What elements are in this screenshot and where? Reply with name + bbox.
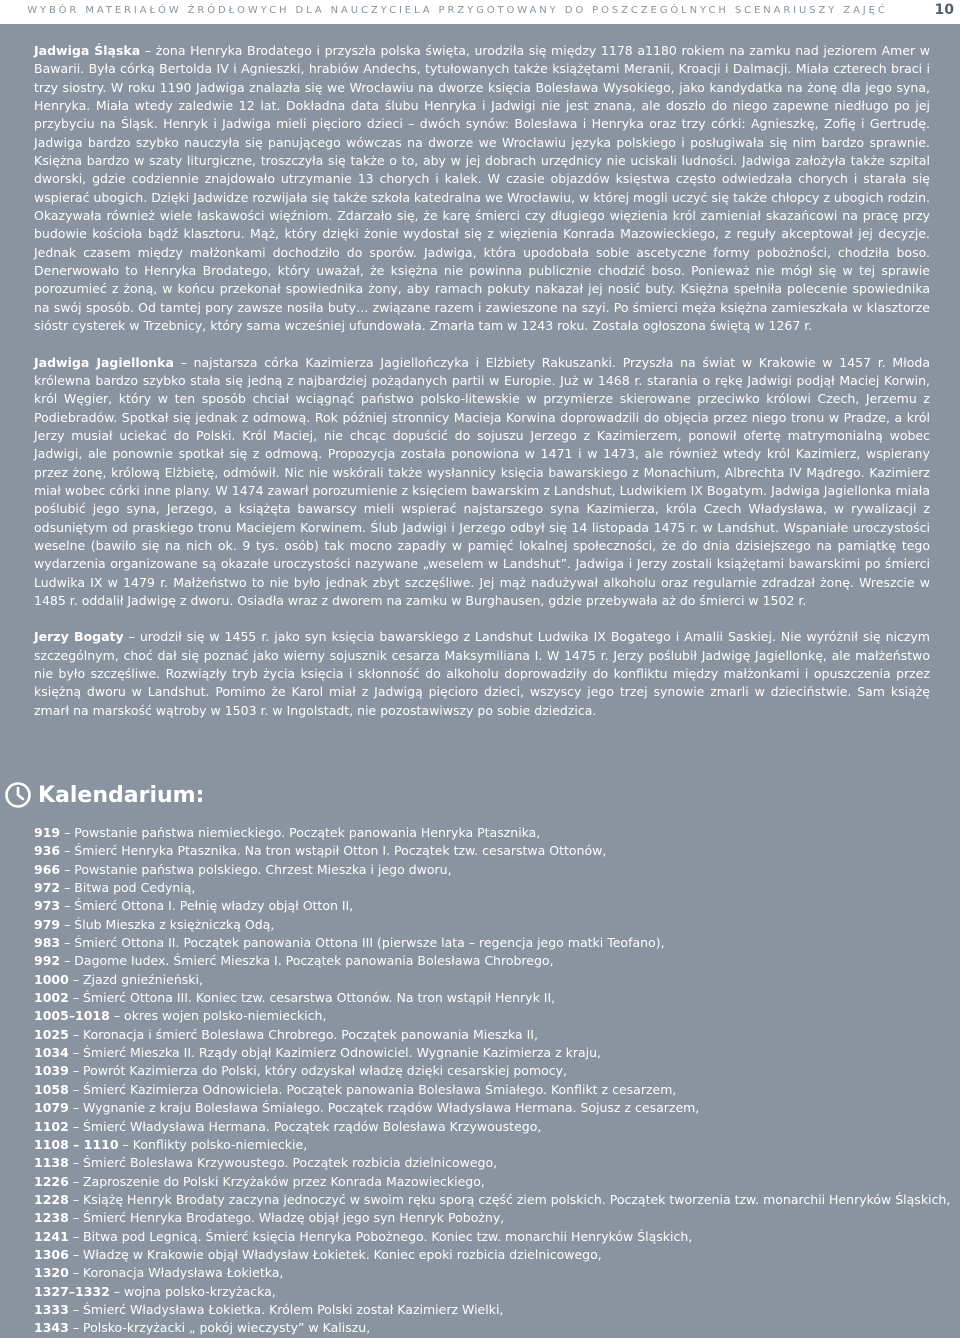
entry-text: – Śmierć Władysława Hermana. Początek rządów Bolesława Krzywoustego,: [68, 1118, 542, 1134]
kalendarium-list: [34, 824, 951, 1338]
entry-year: 973: [34, 898, 61, 914]
entry-text: – Śmierć Mieszka II. Rządy objął Kazimierz Odnowiciel. Wygnanie Kazimierza z kraju,: [68, 1045, 602, 1061]
entry-text: – Powstanie państwa polskiego. Chrzest Mieszka i jego dworu,: [60, 861, 452, 877]
kalendarium-entry: [34, 1264, 934, 1282]
entry-year: 1002: [34, 990, 69, 1006]
paragraph-jerzy-bogaty: [34, 628, 930, 720]
entry-text: – Śmierć Władysława Łokietka. Królem Polski został Kazimierz Wielki,: [68, 1301, 504, 1317]
entry-year: 1241: [34, 1228, 69, 1244]
kalendarium-entry: [34, 1228, 934, 1246]
kalendarium-entry: [34, 1026, 934, 1044]
entry-text: – okres wojen polsko-niemieckich,: [109, 1008, 327, 1024]
kalendarium-entry: [34, 1099, 934, 1117]
entry-year: 979: [34, 916, 61, 932]
entry-text: – Bitwa pod Cedynią,: [60, 880, 196, 896]
entry-text: – Książę Henryk Brodaty zaczyna jednoczyć w swoim ręku sporą część ziem polskich. Początek tworzenia tzw. monarchii Henryków Śląskich,: [68, 1191, 951, 1207]
entry-text: – Bitwa pod Legnicą. Śmierć księcia Henryka Pobożnego. Koniec tzw. monarchii Henryków Śląskich,: [68, 1228, 693, 1244]
kalendarium-entry: [34, 1154, 934, 1172]
entry-text: – wojna polsko-krzyżacka,: [109, 1283, 276, 1299]
entry-year: 1058: [34, 1081, 69, 1097]
entry-year: 1005–1018: [34, 1008, 110, 1024]
kalendarium-entry: [34, 1081, 934, 1099]
kalendarium-entry: [34, 1191, 951, 1209]
kalendarium-title: Kalendarium:: [38, 782, 205, 808]
paragraph-jadwiga-slaska: [34, 42, 930, 336]
entry-text: – Śmierć Henryka Brodatego. Władzę objął jego syn Henryk Pobożny,: [68, 1210, 505, 1226]
entry-text: – Konflikty polsko-niemieckie,: [118, 1136, 308, 1152]
page-number: 10: [934, 2, 954, 18]
entry-year: 972: [34, 880, 61, 896]
entry-year: 1000: [34, 971, 69, 987]
entry-text: – Śmierć Bolesława Krzywoustego. Początek rozbicia dzielnicowego,: [68, 1155, 498, 1171]
kalendarium-entry: [34, 1062, 934, 1080]
entry-year: 1327–1332: [34, 1283, 110, 1299]
kalendarium-entry: [34, 989, 934, 1007]
person-name: Jadwiga Śląska: [34, 43, 141, 58]
entry-text: – Zjazd gnieźnieński,: [68, 971, 203, 987]
main-content: [34, 42, 930, 738]
entry-year: 1226: [34, 1173, 69, 1189]
kalendarium-entry: [34, 1246, 934, 1264]
entry-text: – Koronacja i śmierć Bolesława Chrobrego. Początek panowania Mieszka II,: [68, 1026, 538, 1042]
entry-text: – Wygnanie z kraju Bolesława Śmiałego. Początek rządów Władysława Hermana. Sojusz z cesarzem,: [68, 1100, 700, 1116]
kalendarium-entry: [34, 1044, 934, 1062]
entry-text: – Dagome Iudex. Śmierć Mieszka I. Początek panowania Bolesława Chrobrego,: [60, 953, 554, 969]
kalendarium-entry: [34, 1118, 934, 1136]
kalendarium-entry: [34, 879, 934, 897]
header-title: WYBÓR MATERIAŁÓW ŹRÓDŁOWYCH DLA NAUCZYCIELA PRZYGOTOWANY DO POSZCZEGÓLNYCH SCENARIUSZY ZAJĘĆ: [27, 5, 888, 16]
paragraph-text: – najstarsza córka Kazimierza Jagiellończyka i Elżbiety Rakuszanki. Przyszła na świat w Krakowie w 1457 r. Młoda królewna bardzo szybko stała się jedną z najbardziej pożądanych partii w Europie. Już w 1468 r. starania o rękę Jadwigi podjął Maciej Korwin, król Węgier, który w ten sposób chciał wciągnąć państwo polsko-litewskie w przymierze skierowane przeciwko królowi Czech, Jerzemu z Podiebradów. Spotkał się jednak z odmową. Rok później stronnicy Macieja Korwina doprowadzili do objęcia przez niego tronu w Pradze, a król Jerzy musiał uciekać do Polski. Król Maciej, nie chcąc dopuścić do sojuszu Jerzego z Kazimierzem, ponowił ofertę matrymonialną wobec Jadwigi, ale ponownie spotkał się z odmową. Propozycja została ponowiona w 1471 i w 1473, ale również wtedy król Kazimierz, wspierany przez żonę, królową Elżbietę, odmówił. Nic nie wskórali także wysłannicy księcia bawarskiego z Monachium, Albrechta IV Mądrego. Kazimierz miał wobec córki inne plany. W 1474 zawarł porozumienie z księciem bawarskim z Landshut, Ludwikiem IX Bogatym. Jadwiga Jagiellonka miała poślubić jego syna, Jerzego, a książęta bawarscy mieli wspierać najstarszego syna Kazimierza, króla Czech Władysława, w rywalizacji z odsuniętym od praskiego tronu Maciejem Korwinem. Ślub Jadwigi i Jerzego odbył się 14 listopada 1475 r. w Landshut. Wspaniałe uroczystości weselne (bawiło się na nich ok. 9 tys. osób) tak mocno zapadły w pamięć lokalnej społeczności, że do dnia dzisiejszego na pamiątkę tego wydarzenia organizowane są okazałe uroczystości nazywane „weselem w Landshut”. Jadwiga i Jerzy zostali książętami bawarskimi po śmierci Ludwika IX w 1479 r. Małżeństwo to nie było jednak zbyt szczęśliwe. Jej mąż nadużywał alkoholu oraz regularnie zdradzał żonę. Wreszcie w 1485 r. oddalił Jadwigę z dworu. Osiadła wraz z dworem na zamku w Burghausen, gdzie przebywała aż do śmierci w 1502 r.: [34, 354, 930, 608]
entry-text: – Zaproszenie do Polski Krzyżaków przez Konrada Mazowieckiego,: [68, 1173, 485, 1189]
kalendarium-entry: [34, 1007, 934, 1025]
person-name: Jadwiga Jagiellonka: [34, 354, 174, 370]
entry-year: 966: [34, 861, 61, 877]
entry-year: 919: [34, 825, 61, 840]
entry-text: – Koronacja Władysława Łokietka,: [68, 1265, 284, 1281]
kalendarium-entry: [34, 1301, 934, 1319]
entry-year: 992: [34, 953, 61, 969]
kalendarium-entry: [34, 897, 934, 915]
entry-text: – Powstanie państwa niemieckiego. Początek panowania Henryka Ptasznika,: [60, 825, 541, 840]
kalendarium-entry: [34, 952, 934, 970]
entry-text: – Śmierć Henryka Ptasznika. Na tron wstąpił Otton I. Początek tzw. cesarstwa Ottonów,: [60, 843, 607, 859]
kalendarium-entry: [34, 1283, 934, 1301]
kalendarium-entry: [34, 971, 934, 989]
entry-year: 1333: [34, 1301, 69, 1317]
paragraph-text: – żona Henryka Brodatego i przyszła polska święta, urodziła się między 1178 a1180 rokiem na zamku nad jeziorem Amer w Bawarii. Była córką Bertolda IV i Agnieszki, hrabiów Andechs, tytułowanych także książętami Meranii, Kroacji i Dalmacji. Miała czterech braci i trzy siostry. W roku 1190 Jadwiga znalazła się we Wrocławiu na dworze księcia Bolesława Wysokiego, jako kandydatka na żonę dla jego syna, Henryka. Miała wtedy zaledwie 12 lat. Dokładna data ślubu Henryka i Jadwigi nie jest znana, ale doszło do niego zapewne niedługo po jej przybyciu na Śląsk. Henryk i Jadwiga mieli pięcioro dzieci – dwóch synów: Bolesława i Henryka oraz trzy córki: Agnieszkę, Zofię i Gertrudę. Jadwiga bardzo szybko nauczyła się panującego wówczas na dworze we Wrocławiu języka polskiego i posługiwała się nim bardzo sprawnie. Księżna bardzo w szaty liturgiczne, troszczyła się także o to, aby w jej dobrach urzędnicy nie uciskali ludności. Jadwiga założyła także szpital dworski, gdzie codziennie znajdowało utrzymanie 13 chorych i kalek. W czasie objazdów księstwa często odwiedzała chorych i starała się wspierać ubogich. Dzięki Jadwidze rozwijała się także szkoła katedralna we Wrocławiu, w której mogli uczyć się także chłopcy z ubogich rodzin. Okazywała również wiele łaskawości więźniom. Zdarzało się, że karę śmierci czy długiego więzienia król zamieniał skazańcowi na pracę przy budowie kościoła bądź klasztoru. Mąż, który dzięki żonie wydostał się z więzienia Konrada Mazowieckiego, z reguły akceptował jej decyzje. Jednak czasem między małżonkami dochodziło do sporów. Jadwiga, która upodobała sobie ascetyczne formy pobożności, chodziła boso. Denerwowało to Henryka Brodatego, który uważał, że księżna nie powinna publicznie chodzić boso. Ponieważ nie mógł się w tej sprawie porozumieć z żoną, w końcu przekonał spowiednika żony, aby ramach pokuty nakazał jej nosić buty. Księżna spełniła polecenie spowiednika na swój sposób. Od tamtej pory zawsze nosiła buty… związane razem i zawieszone na szyi. Po śmierci męża księżna zamieszkała w klasztorze sióstr cysterek w Trzebnicy, który sama wcześniej ufundowała. Zmarła tam w 1243 roku. Została ogłoszona świętą w 1267 r.: [34, 43, 931, 334]
entry-year: 1306: [34, 1246, 69, 1262]
entry-year: 1025: [34, 1026, 69, 1042]
kalendarium-entry: [34, 861, 934, 879]
page-header: [0, 0, 960, 24]
entry-text: – Polsko-krzyżacki „ pokój wieczysty” w Kaliszu,: [68, 1320, 371, 1336]
entry-text: – Powrót Kazimierza do Polski, który odzyskał władzę dzięki cesarskiej pomocy,: [68, 1063, 568, 1079]
entry-text: – Śmierć Ottona II. Początek panowania Ottona III (pierwsze lata – regencja jego matki Teofano),: [60, 935, 665, 951]
kalendarium-entry: [34, 842, 934, 860]
entry-text: – Władzę w Krakowie objął Władysław Łokietek. Koniec epoki rozbicia dzielnicowego,: [68, 1246, 602, 1262]
entry-year: 1343: [34, 1320, 69, 1336]
kalendarium-entry: [34, 824, 934, 842]
kalendarium-heading: [4, 778, 204, 812]
kalendarium-entry: [34, 1136, 934, 1154]
entry-year: 1238: [34, 1210, 69, 1226]
entry-year: 1138: [34, 1155, 69, 1171]
kalendarium-entry: [34, 1173, 934, 1191]
entry-text: – Śmierć Ottona I. Pełnię władzy objął Otton II,: [60, 898, 354, 914]
entry-text: – Śmierć Ottona III. Koniec tzw. cesarstwa Ottonów. Na tron wstąpił Henryk II,: [68, 990, 556, 1006]
entry-text: – Ślub Mieszka z księżniczką Odą,: [60, 916, 275, 932]
entry-year: 1108 – 1110: [34, 1136, 119, 1152]
paragraph-text: – urodził się w 1455 r. jako syn księcia bawarskiego z Landshut Ludwika IX Bogatego i Amalii Saskiej. Nie wyróżnił się niczym szczególnym, choć dał się poznać jako wierny sojusznik cesarza Maksymiliana I. W 1475 r. Jerzy poślubił Jadwigę Jagiellonkę, ale małżeństwo nie było szczęśliwe. Rozwiązły tryb życia księcia i skłonność do alkoholu doprowadziły do konfliktu między małżonkami i opuszczenia przez księżną dworu w Landshut. Pomimo że Karol miał z Jadwigą pięcioro dzieci, wszyscy jego trzej synowie zmarli w dzieciństwie. Sam książę zmarł na marskość wątroby w 1503 r. w Ingolstadt, nie pozostawiwszy po sobie dziedzica.: [34, 629, 930, 718]
person-name: Jerzy Bogaty: [34, 629, 124, 645]
paragraph-jadwiga-jagiellonka: [34, 354, 930, 611]
kalendarium-entry: [34, 1319, 934, 1337]
kalendarium-entry: [34, 934, 934, 952]
entry-year: 1079: [34, 1100, 69, 1116]
entry-year: 983: [34, 935, 61, 951]
entry-year: 1228: [34, 1191, 69, 1207]
entry-year: 936: [34, 843, 61, 859]
kalendarium-entry: [34, 1209, 934, 1227]
entry-year: 1039: [34, 1063, 69, 1079]
clock-icon: [4, 781, 32, 809]
entry-year: 1102: [34, 1118, 69, 1134]
entry-year: 1034: [34, 1045, 69, 1061]
kalendarium-entry: [34, 916, 934, 934]
entry-text: – Śmierć Kazimierza Odnowiciela. Początek panowania Bolesława Śmiałego. Konflikt z cesarzem,: [68, 1081, 677, 1097]
entry-year: 1320: [34, 1265, 69, 1281]
